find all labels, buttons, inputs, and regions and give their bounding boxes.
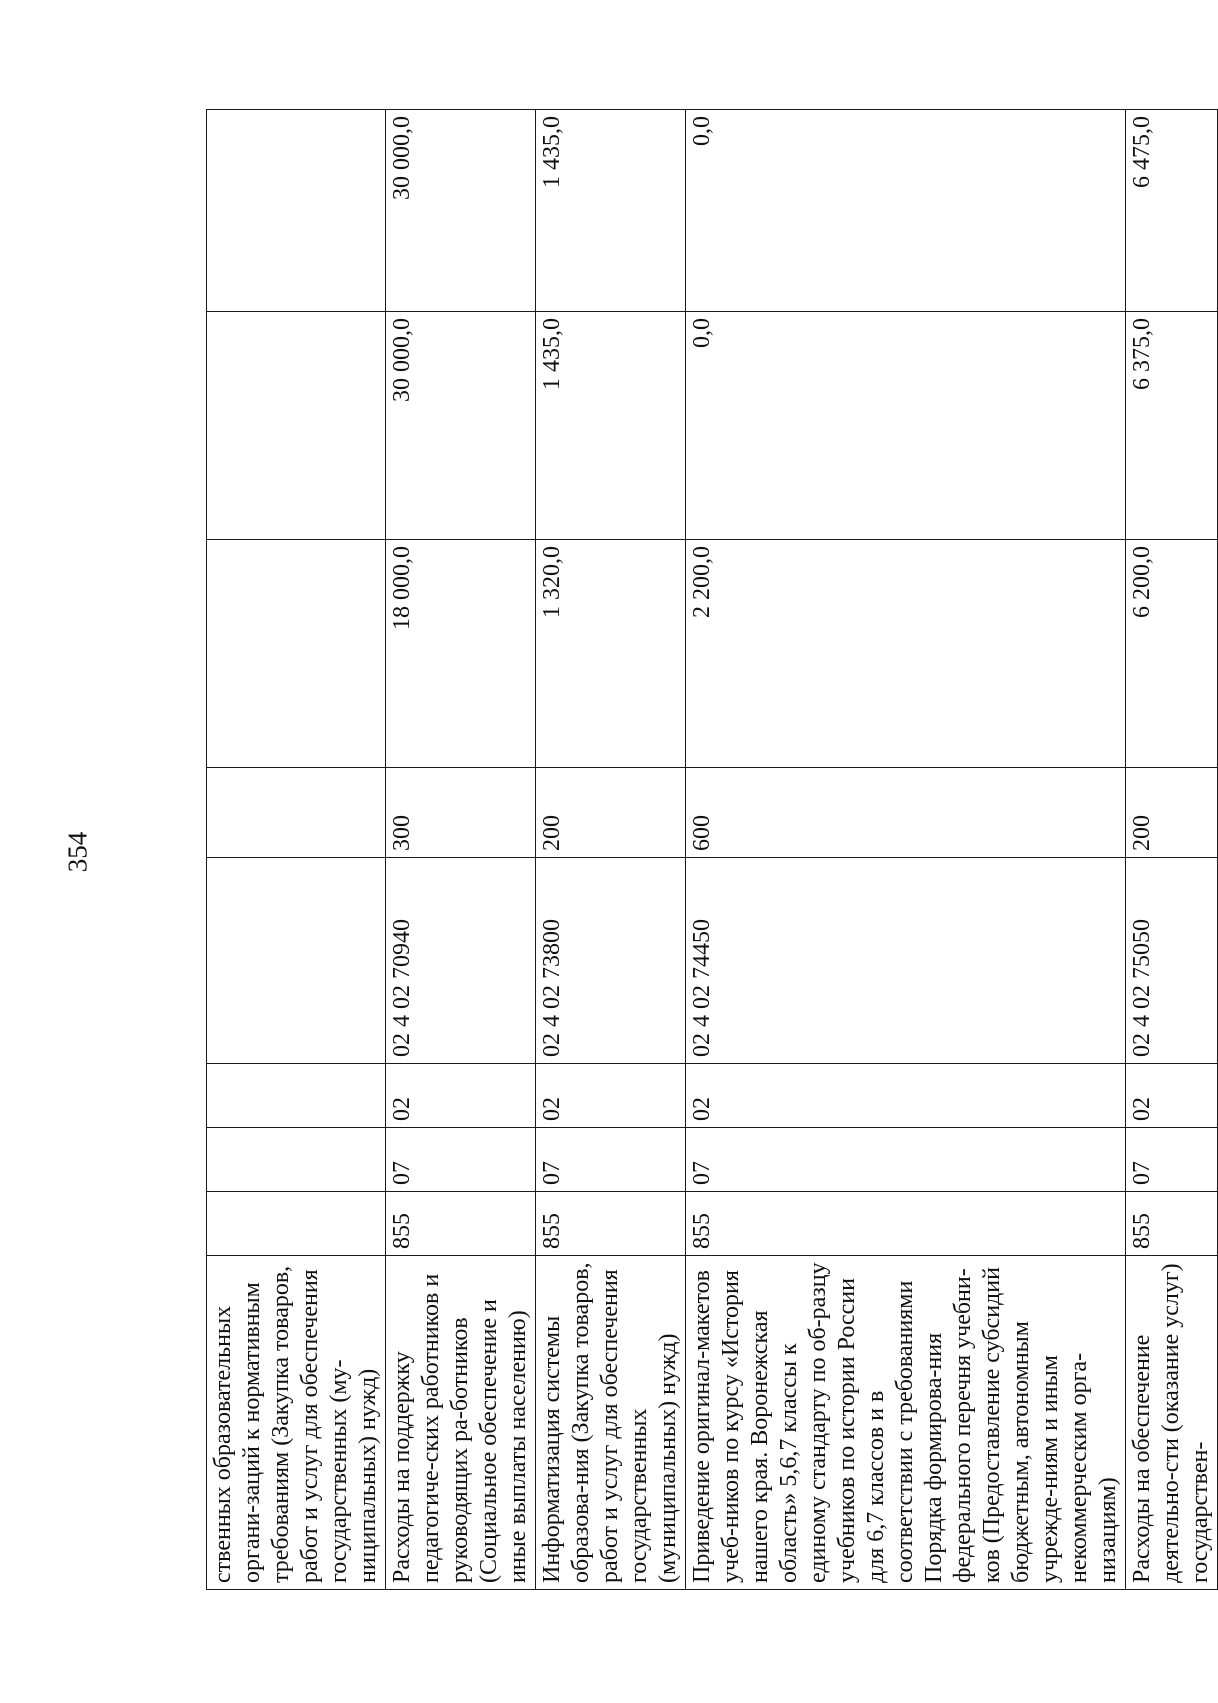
admin-code: 855: [686, 1192, 1126, 1256]
amount-year-3: 1 435,0: [536, 110, 686, 312]
admin-code: 855: [386, 1192, 536, 1256]
admin-code: 855: [536, 1192, 686, 1256]
target-article-code: 02 4 02 74450: [686, 858, 1126, 1064]
row-description: Расходы на поддержку педагогиче-ских работников и руководящих ра-ботников (Социальное обеспечение и иные выплаты населению): [386, 1256, 536, 1590]
amount-year-2: 0,0: [686, 312, 1126, 540]
section-code: 07: [536, 1128, 686, 1192]
expense-type-code: 600: [686, 768, 1126, 858]
table-row: [1126, 110, 1218, 1590]
amount-year-2: 1 435,0: [536, 312, 686, 540]
target-article-code: [207, 858, 386, 1064]
row-description: Информатизация системы образова-ния (Закупка товаров, работ и услуг для обеспечения государственных (муниципальных) нужд): [536, 1256, 686, 1590]
row-description: Приведение оригинал-макетов учеб-ников по курсу «История нашего края. Воронежская область» 5,6,7 классы к единому стандарту по об-разцу учебников по истории России для 6,7 классов и в соответствии с требованиями Порядка формирова-ния федерального перечня учебни-ков (Предоставление субсидий бюджетным, автономным учрежде-ниям и иным некоммерческим орга-низациям): [686, 1256, 1126, 1590]
amount-year-3: 6 475,0: [1126, 110, 1218, 312]
expense-type-code: [207, 768, 386, 858]
expense-type-code: 200: [1126, 768, 1218, 858]
section-code: 07: [386, 1128, 536, 1192]
expense-type-code: 200: [536, 768, 686, 858]
table-row: [386, 110, 536, 1590]
expense-type-code: 300: [386, 768, 536, 858]
budget-table: [206, 109, 1218, 1590]
amount-year-3: [207, 110, 386, 312]
target-article-code: 02 4 02 75050: [1126, 858, 1218, 1064]
row-description: Расходы на обеспечение деятельно-сти (оказание услуг) государствен-: [1126, 1256, 1218, 1590]
amount-year-1: 1 320,0: [536, 540, 686, 768]
subsection-code: 02: [386, 1064, 536, 1128]
table-row: [207, 110, 386, 1590]
rotated-table-frame: [206, 110, 1213, 1590]
target-article-code: 02 4 02 70940: [386, 858, 536, 1064]
amount-year-1: 18 000,0: [386, 540, 536, 768]
subsection-code: 02: [686, 1064, 1126, 1128]
section-code: [207, 1128, 386, 1192]
subsection-code: 02: [536, 1064, 686, 1128]
amount-year-1: 6 200,0: [1126, 540, 1218, 768]
target-article-code: 02 4 02 73800: [536, 858, 686, 1064]
table-row: [536, 110, 686, 1590]
amount-year-2: 6 375,0: [1126, 312, 1218, 540]
table-row: [686, 110, 1126, 1590]
amount-year-1: [207, 540, 386, 768]
subsection-code: [207, 1064, 386, 1128]
amount-year-2: [207, 312, 386, 540]
admin-code: 855: [1126, 1192, 1218, 1256]
amount-year-1: 2 200,0: [686, 540, 1126, 768]
section-code: 07: [1126, 1128, 1218, 1192]
page-number: 354: [62, 831, 93, 873]
admin-code: [207, 1192, 386, 1256]
subsection-code: 02: [1126, 1064, 1218, 1128]
amount-year-2: 30 000,0: [386, 312, 536, 540]
section-code: 07: [686, 1128, 1126, 1192]
row-description: ственных образовательных органи-заций к нормативным требованиям (Закупка товаров, работ и услуг для обеспечения государственных (му-ниципальных) нужд): [207, 1256, 386, 1590]
amount-year-3: 30 000,0: [386, 110, 536, 312]
amount-year-3: 0,0: [686, 110, 1126, 312]
